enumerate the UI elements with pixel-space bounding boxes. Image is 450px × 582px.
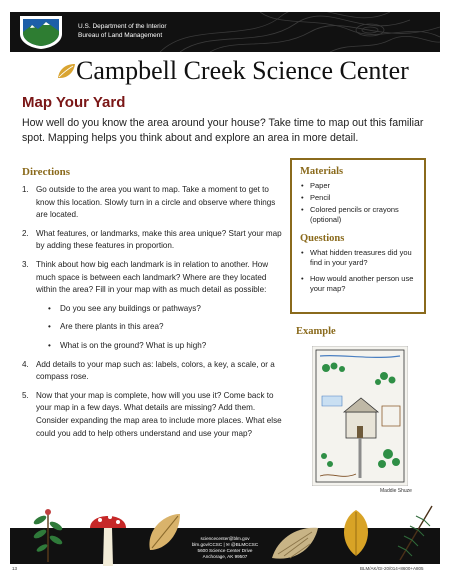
spruce-branch-icon	[392, 502, 438, 562]
step-item	[22, 228, 284, 253]
sub-bullet-item: • Do you see any buildings or pathways?	[36, 303, 284, 316]
step-number: 1.	[22, 185, 29, 194]
step-number: 4.	[22, 359, 29, 369]
step-text: Now that your map is complete, how will you use it? Come back to your map in a few days. What details are missing? Add them. Consider expanding the map area to include more places. What else could you add to help others understand and use your map?	[36, 390, 282, 438]
footer-web[interactable]: blm.gov/CCSC | ✉ @BLMCCSC	[191, 542, 259, 547]
directions-heading: Directions	[22, 166, 71, 178]
questions-heading: Questions	[300, 233, 345, 244]
materials-box	[290, 158, 426, 314]
center-title	[58, 56, 409, 86]
sub-bullet-item: • Are there plants in this area?	[36, 321, 284, 334]
materials-heading: Materials	[300, 166, 344, 177]
material-item: • Pencil	[300, 193, 416, 203]
material-item: • Colored pencils or crayons (optional)	[300, 205, 416, 225]
agency-name	[78, 22, 167, 40]
page-title: Map Your Yard	[22, 94, 126, 111]
example-caption: Maddie Shuze	[380, 488, 412, 494]
questions-list	[300, 248, 416, 294]
step-number: 5.	[22, 390, 29, 400]
seed-pod-icon	[144, 510, 184, 554]
intro-paragraph: How well do you know the area around your house? Take time to map out this familiar spot. Mapping helps you think about and explore an area in more detail.	[22, 117, 424, 144]
step-text: Go outside to the area you want to map. Take a moment to get to know this location. Slowly turn in a circle and observe where things are located.	[36, 185, 276, 220]
topo-lines-decoration	[10, 12, 440, 52]
step-text: What features, or landmarks, make this area unique? Start your map by adding these features in proportion.	[36, 228, 282, 251]
example-map-drawing	[312, 346, 408, 486]
document-code: BLM/AK/GI-20/014+8600+A805	[360, 566, 424, 571]
footer-email[interactable]: sciencecenter@blm.gov	[200, 536, 250, 541]
step-text: Think about how big each landmark is in relation to another. How much space is between each landmark? Where are they located within the area? Fill in your map with as much detail as possible:	[36, 259, 269, 295]
example-heading: Example	[296, 326, 336, 337]
agency-line-1: U.S. Department of the Interior	[78, 23, 167, 30]
step-item	[22, 259, 284, 353]
step-item	[22, 390, 284, 440]
cone-icon	[268, 518, 322, 566]
step-item	[22, 184, 284, 222]
header-band	[10, 12, 440, 52]
question-item: • How would another person use your map?	[300, 274, 416, 294]
materials-list	[300, 181, 416, 225]
agency-line-2: Bureau of Land Management	[78, 32, 163, 39]
sub-bullet-item: • What is on the ground? What is up high?	[36, 340, 284, 353]
directions-list	[22, 184, 284, 446]
step-item	[22, 359, 284, 384]
leaf-icon-footer	[336, 508, 376, 558]
blm-logo-icon	[18, 14, 64, 50]
material-item: • Paper	[300, 181, 416, 191]
step-number: 3.	[22, 259, 29, 269]
page-number: 13	[12, 566, 18, 571]
plant-sprig-icon	[18, 504, 78, 564]
step-number: 2.	[22, 228, 29, 238]
footer-address-line-2: Anchorage, AK 99507	[202, 554, 248, 559]
footer-address-line-1: 5600 Science Center Drive	[197, 548, 253, 553]
sub-bullet-list	[36, 303, 284, 353]
center-title-text: Campbell Creek Science Center	[76, 56, 409, 85]
question-item: • What hidden treasures did you find in your yard?	[300, 248, 416, 268]
step-text: Add details to your map such as: labels, colors, a key, a scale, or a compass rose.	[36, 359, 275, 382]
mushroom-icon	[86, 508, 130, 570]
